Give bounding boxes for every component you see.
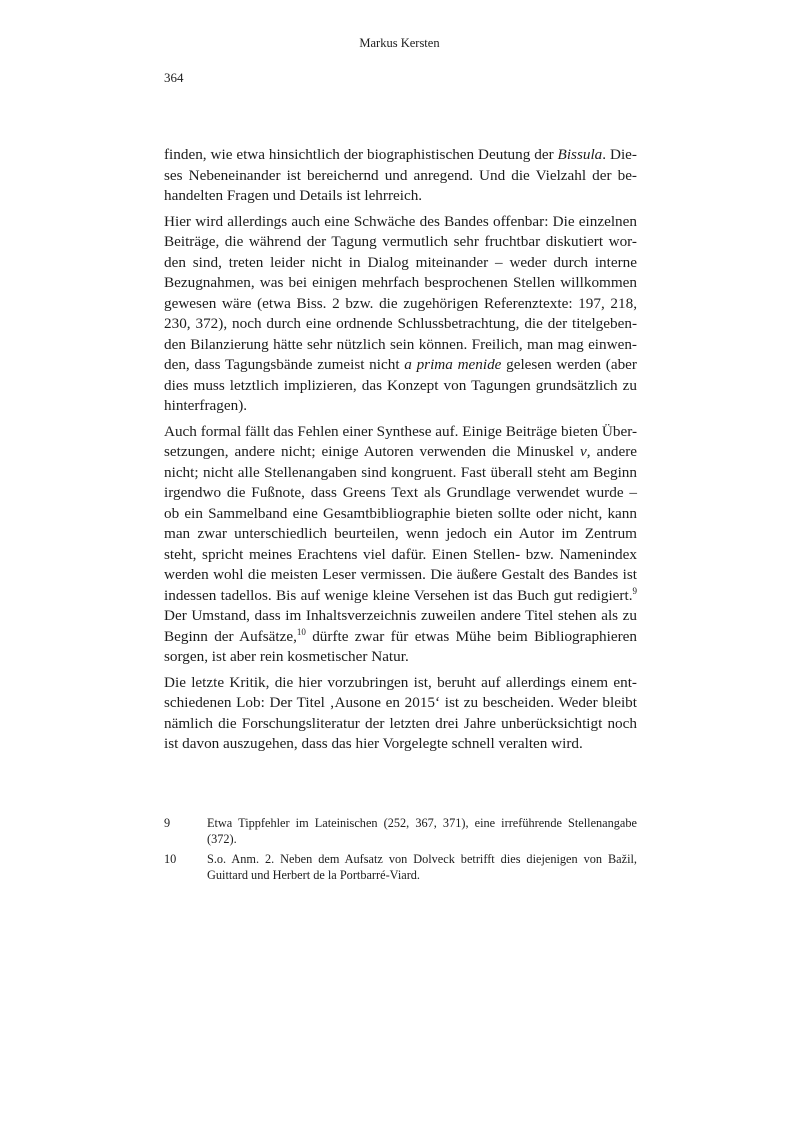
- text-line: hinterfragen).: [164, 397, 248, 414]
- footnote-reference[interactable]: 10: [296, 626, 306, 637]
- italic-text: a prima menide: [404, 356, 502, 373]
- paragraph: [164, 145, 637, 207]
- text-segment: , andere: [586, 443, 638, 460]
- text-line: steht, spricht meines Erachtens viel dafür. Einen Stellen- bzw. Namenindex: [164, 545, 637, 563]
- text-line: 230, 372), noch durch eine ordnende Schlussbetrachtung, die der titelgeben-: [164, 315, 637, 332]
- text-line: [164, 145, 637, 166]
- italic-text: Bissula: [557, 146, 603, 163]
- text-line: den sind, treten leider nicht in Dialog miteinander – weder durch interne: [164, 253, 637, 271]
- footnote-10: [164, 852, 637, 883]
- footnote-number: 9: [164, 816, 171, 830]
- text-line: nämlich die Forschungsliteratur der letzten drei Jahre unberücksichtigt noch: [164, 714, 637, 732]
- text-line: dies muss letztlich implizieren, das Konzept von Tagungen grundsätzlich zu: [164, 376, 637, 394]
- text-line: handelten Fragen und Details ist lehrreich.: [164, 187, 423, 204]
- text-line: [164, 627, 637, 648]
- text-line: ob ein Sammelband eine Gesamtbibliographie bieten sollte oder nicht, kann: [164, 504, 637, 522]
- text-line: nicht; nicht alle Stellenangaben sind kongruent. Fast überall steht am Beginn: [164, 463, 637, 481]
- footnotes: [164, 816, 637, 888]
- text-line: Der Umstand, dass im Inhaltsverzeichnis zuweilen andere Titel stehen als zu: [164, 607, 637, 624]
- running-head: Markus Kersten: [359, 36, 440, 50]
- text-segment: gelesen werden (aber: [501, 356, 637, 373]
- text-line: werden wohl die meisten Leser vermissen. Die äußere Gestalt des Bandes ist: [164, 566, 637, 583]
- text-line: Auch formal fällt das Fehlen einer Synthese auf. Einige Beiträge bieten Über-: [164, 422, 637, 440]
- text-line: ses Nebeneinander ist bereichernd und anregend. Und die Vielzahl der be-: [164, 166, 637, 184]
- footnote-reference[interactable]: 9: [632, 585, 637, 596]
- paragraph: [164, 212, 637, 417]
- text-line: ist davon auszugehen, dass das hier Vorgelegte schnell veralten wird.: [164, 735, 583, 752]
- footnote-text: S.o. Anm. 2. Neben dem Aufsatz von Dolveck betrifft dies diejenigen von Bažil, Guittard und Herbert de la Portbarré-Viard.: [207, 852, 637, 882]
- italic-text: v: [580, 443, 587, 460]
- text-segment: setzungen, andere nicht; einige Autoren verwenden die Minuskel: [164, 443, 581, 460]
- text-line: gewesen wäre (etwa Biss. 2 bzw. die zugehörigen Referenztexte: 197, 218,: [164, 294, 637, 312]
- text-segment: dürfte zwar für etwas Mühe beim Bibliographieren: [305, 627, 637, 645]
- text-line: [164, 442, 637, 463]
- paragraph: [164, 422, 637, 668]
- footnote-9: [164, 816, 637, 847]
- footnote-number: 10: [164, 852, 177, 866]
- page-number: 364: [164, 70, 184, 85]
- footnote-text: Etwa Tippfehler im Lateinischen (252, 367, 371), eine irreführende Stellenangabe (372).: [207, 816, 637, 846]
- text-line: irgendwo die Fußnote, dass Greens Text als Grundlage verwendet wurde –: [164, 484, 637, 501]
- text-segment: den, dass Tagungsbände zumeist nicht: [164, 356, 405, 373]
- text-line: Die letzte Kritik, die hier vorzubringen ist, beruht auf allerdings einem ent-: [164, 673, 637, 691]
- text-segment: . Die-: [602, 146, 637, 163]
- body-text: [164, 145, 637, 760]
- text-line: schiedenen Lob: Der Titel ‚Ausone en 2015‘ ist zu bescheiden. Weder bleibt: [164, 694, 637, 711]
- text-line: den Bilanzierung hätte sehr nützlich sein können. Freilich, man mag einwen-: [164, 335, 637, 353]
- text-line: Beiträge, die während der Tagung vermutlich sehr fruchtbar diskutiert wor-: [164, 233, 637, 250]
- text-line: man zwar unterschiedlich beurteilen, wenn jedoch ein Autor im Zentrum: [164, 525, 637, 542]
- text-line: [164, 355, 637, 376]
- text-line: Hier wird allerdings auch eine Schwäche des Bandes offenbar: Die einzelnen: [164, 212, 637, 230]
- text-segment: finden, wie etwa hinsichtlich der biographistischen Deutung der: [164, 146, 558, 163]
- text-line: Bezugnahmen, was bei einigen mehrfach besprochenen Stellen willkommen: [164, 274, 637, 291]
- text-line: [164, 586, 637, 607]
- text-segment: Beginn der Aufsätze,: [164, 627, 297, 645]
- paragraph: [164, 673, 637, 755]
- text-line: sorgen, ist aber rein kosmetischer Natur.: [164, 648, 409, 665]
- text-segment: indessen tadellos. Bis auf wenige kleine Versehen ist das Buch gut redigiert.: [164, 586, 633, 604]
